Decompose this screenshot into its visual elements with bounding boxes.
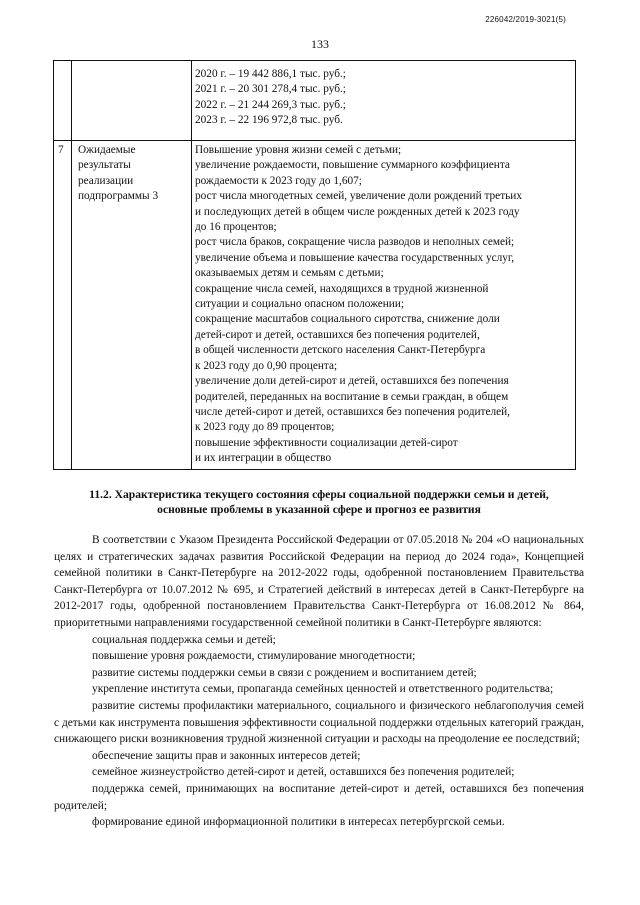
result-line: родителей, переданных на воспитание в семьи граждан, в общем <box>195 390 509 403</box>
paragraph: обеспечение защиты прав и законных интересов детей; <box>92 749 361 762</box>
table-cell-number <box>54 61 72 141</box>
row-label-line: Ожидаемые <box>78 144 136 156</box>
result-line: детей-сирот и детей, оставшихся без попечения родителей, <box>195 328 480 341</box>
result-line: до 16 процентов; <box>195 221 277 234</box>
result-line: повышение эффективности социализации детей-сирот <box>195 436 458 449</box>
result-line: сокращение масштабов социального сиротства, снижение доли <box>195 313 500 326</box>
paragraph: формирование единой информационной политики в интересах петербургской семьи. <box>92 816 505 829</box>
result-line: и последующих детей в общем числе рожденных детей к 2023 году <box>195 205 520 218</box>
result-line: и их интеграции в общество <box>195 452 332 465</box>
paragraph: В соответствии с Указом Президента Российской Федерации от 07.05.2018 № 204 «О национальных целях и стратегических задачах развития Российской Федерации на период до 2024 года», Концепцией семейной политики в Санкт-Петербурге на 2012-2022 годы, одобренной постановлением Правительства Санкт-Петербурга от 10.07.2012 № 695, и Стратегией действий в интересах детей в Санкт-Петербурге на 2012-2017 годы, одобренной постановлением Правительства Санкт-Петербурга от 16.08.2012 № 864, приоритетными направлениями государственной семейной политики в Санкт-Петербурге являются: <box>54 534 584 629</box>
funding-line: 2023 г. – 22 196 972,8 тыс. руб. <box>195 114 343 127</box>
expected-results <box>192 141 576 470</box>
program-passport-table <box>53 60 576 470</box>
result-line: рост числа браков, сокращение числа разводов и неполных семей; <box>195 236 515 249</box>
table-cell-funding <box>192 61 576 141</box>
result-line: к 2023 году до 89 процентов; <box>195 421 335 434</box>
paragraph: поддержка семей, принимающих на воспитание детей-сирот и детей, оставшихся без попечения родителей; <box>54 782 584 812</box>
table-cell-label <box>72 61 192 141</box>
row-label-line: результаты <box>78 159 131 172</box>
result-line: увеличение рождаемости, повышение суммарного коэффициента <box>195 159 510 172</box>
result-line: ситуации и социально опасном положении; <box>195 298 405 311</box>
funding-line: 2020 г. – 19 442 886,1 тыс. руб.; <box>195 68 346 80</box>
row-label-line: реализации <box>78 174 134 187</box>
result-line: к 2023 году до 0,90 процента; <box>195 359 338 372</box>
result-line: сокращение числа семей, находящихся в трудной жизненной <box>195 282 489 295</box>
row-label <box>72 141 192 470</box>
result-line: увеличение доли детей-сирот и детей, оставшихся без попечения <box>195 375 509 388</box>
funding-line: 2021 г. – 20 301 278,4 тыс. руб.; <box>195 83 346 96</box>
page-number: 133 <box>311 37 329 51</box>
section-body <box>54 532 584 831</box>
paragraph: повышение уровня рождаемости, стимулирование многодетности; <box>92 650 416 663</box>
paragraph: укрепление института семьи, пропаганда семейных ценностей и ответственного родительства; <box>92 683 554 696</box>
row-label-line: подпрограммы 3 <box>78 190 159 203</box>
table-row <box>54 61 576 141</box>
result-line: рождаемости к 2023 году до 1,607; <box>195 174 362 187</box>
row-number: 7 <box>54 141 72 470</box>
paragraph: семейное жизнеустройство детей-сирот и детей, оставшихся без попечения родителей; <box>92 766 515 779</box>
paragraph: развитие системы профилактики материального, социального и физического неблагополучия семей с детьми как инструмента повышения эффективности социальной поддержки отдельных категорий граждан, снижающего риски возникновения трудной жизненной ситуации и расходы на преодоление ее последствий; <box>54 699 584 746</box>
table-row <box>54 141 576 470</box>
paragraph: развитие системы поддержки семьи в связи с рождением и воспитанием детей; <box>92 666 477 679</box>
paragraph: социальная поддержка семьи и детей; <box>92 633 276 646</box>
document-number: 226042/2019-3021(5) <box>485 15 566 24</box>
result-line: в общей численности детского населения Санкт-Петербурга <box>195 344 486 357</box>
section-heading <box>60 488 578 517</box>
result-line: числе детей-сирот и детей, оставшихся без попечения родителей, <box>195 405 511 418</box>
result-line: рост числа многодетных семей, увеличение доли рождений третьих <box>195 190 522 203</box>
result-line: оказываемых детям и семьям с детьми; <box>195 267 384 280</box>
result-line: увеличение объема и повышение качества государственных услуг, <box>195 251 515 264</box>
result-line: Повышение уровня жизни семей с детьми; <box>195 144 402 156</box>
funding-line: 2022 г. – 21 244 269,3 тыс. руб.; <box>195 98 346 111</box>
section-heading-line: 11.2. Характеристика текущего состояния сферы социальной поддержки семьи и детей, <box>89 488 549 501</box>
section-heading-line: основные проблемы в указанной сфере и прогноз ее развития <box>157 502 481 516</box>
